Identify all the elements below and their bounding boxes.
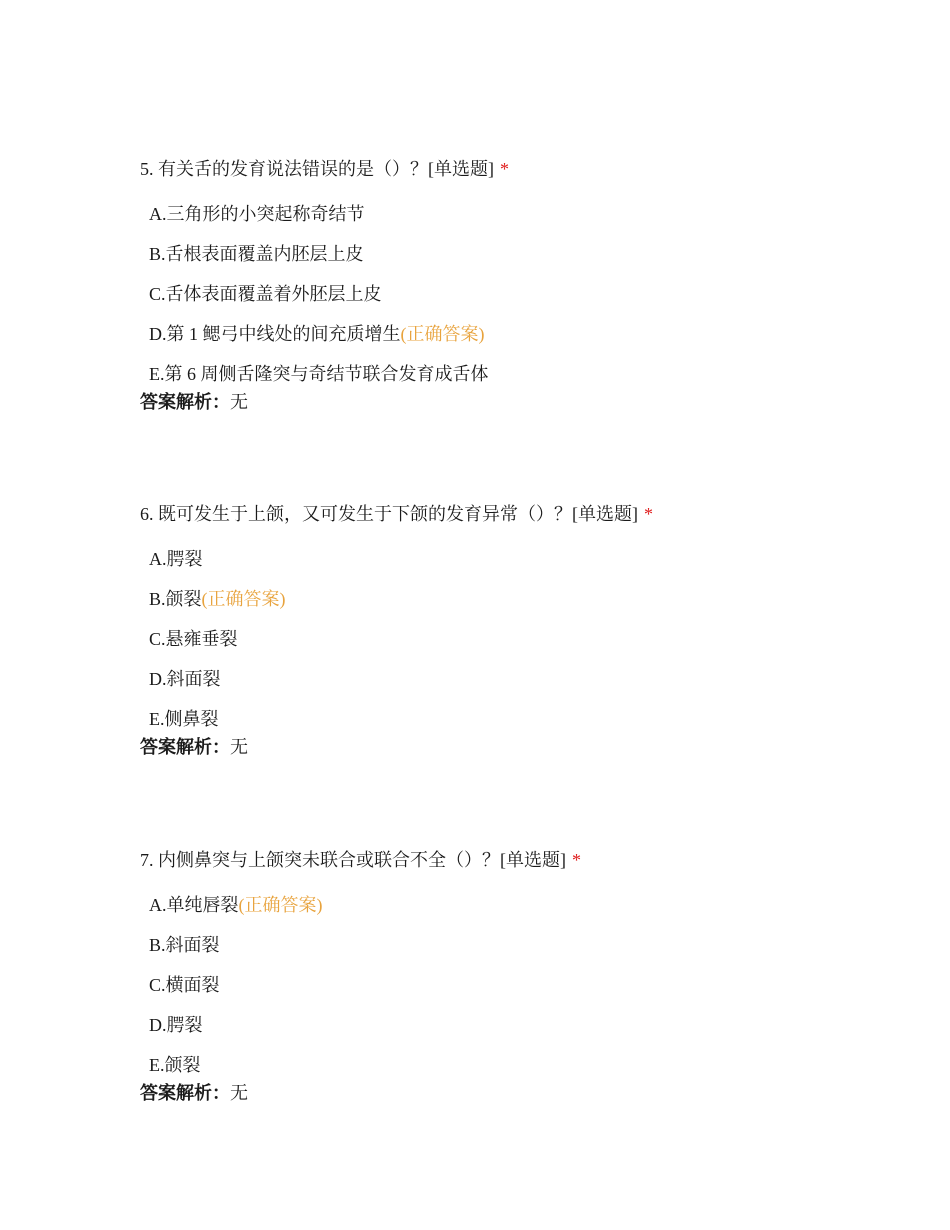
correct-answer-tag: (正确答案) — [201, 589, 286, 609]
option-list — [140, 200, 900, 388]
option-b: B.颌裂(正确答案) — [149, 589, 286, 609]
option-d: D.斜面裂 — [149, 669, 221, 689]
question-title: 6. 既可发生于上颌，又可发生于下颌的发育异常（）？[单选题] * — [140, 504, 653, 524]
correct-answer-tag: (正确答案) — [238, 895, 323, 915]
analysis-label: 答案解析： — [140, 737, 230, 757]
analysis-text: 无 — [230, 1083, 248, 1103]
option-b: B.舌根表面覆盖内胚层上皮 — [149, 244, 364, 264]
option-a: A.单纯唇裂(正确答案) — [149, 895, 323, 915]
option-e: E.第 6 周侧舌隆突与奇结节联合发育成舌体 — [149, 364, 489, 384]
option-list — [140, 545, 900, 733]
question-7 — [140, 846, 900, 1107]
question-title: 5. 有关舌的发育说法错误的是（）？[单选题] * — [140, 159, 509, 179]
analysis-text: 无 — [230, 392, 248, 412]
option-a: A.腭裂 — [149, 549, 203, 569]
option-e: E.侧鼻裂 — [149, 709, 219, 729]
required-mark: * — [500, 159, 509, 179]
option-d: D.腭裂 — [149, 1015, 203, 1035]
option-c: C.横面裂 — [149, 975, 220, 995]
question-title: 7. 内侧鼻突与上颌突未联合或联合不全（）？[单选题] * — [140, 850, 581, 870]
option-c: C.舌体表面覆盖着外胚层上皮 — [149, 284, 382, 304]
analysis-label: 答案解析： — [140, 1083, 230, 1103]
option-a: A.三角形的小突起称奇结节 — [149, 204, 365, 224]
answer-analysis — [140, 388, 900, 416]
analysis-label: 答案解析： — [140, 392, 230, 412]
option-list — [140, 891, 900, 1079]
option-c: C.悬雍垂裂 — [149, 629, 238, 649]
required-mark: * — [644, 504, 653, 524]
option-b: B.斜面裂 — [149, 935, 220, 955]
question-6 — [140, 500, 900, 761]
question-5 — [140, 155, 900, 416]
analysis-text: 无 — [230, 737, 248, 757]
answer-analysis — [140, 733, 900, 761]
option-d: D.第 1 鳃弓中线处的间充质增生(正确答案) — [149, 324, 485, 344]
answer-analysis — [140, 1079, 900, 1107]
correct-answer-tag: (正确答案) — [400, 324, 485, 344]
required-mark: * — [572, 850, 581, 870]
option-e: E.颌裂 — [149, 1055, 201, 1075]
